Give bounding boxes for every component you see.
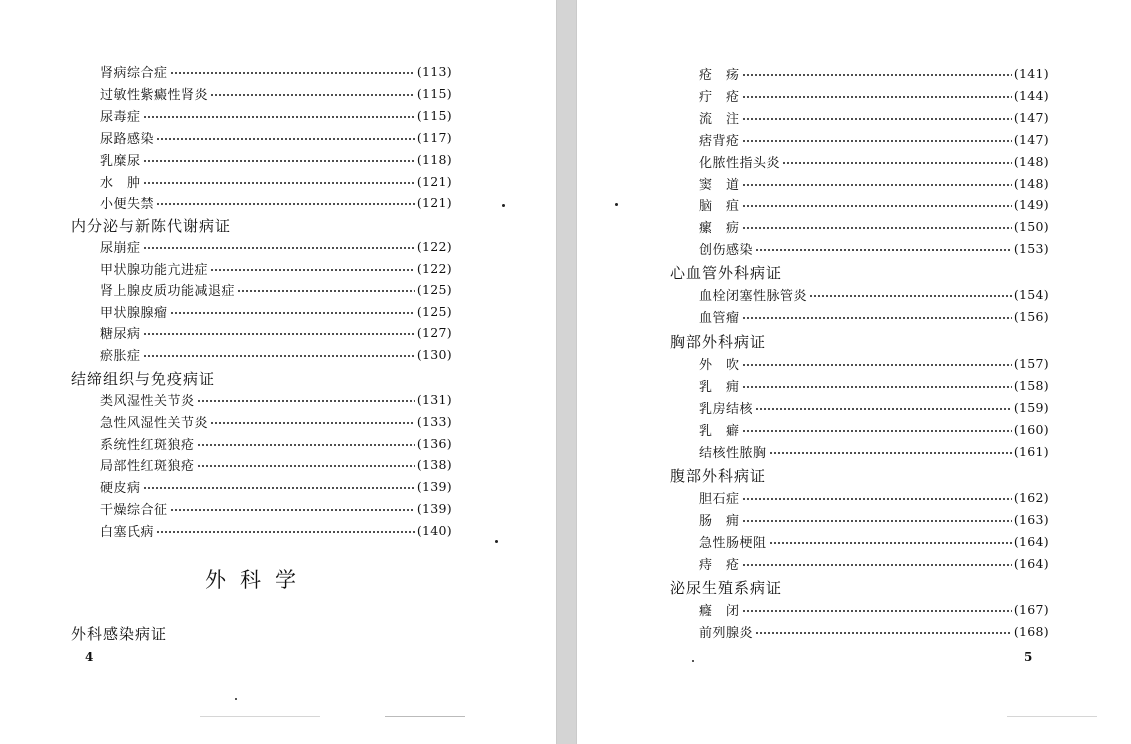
toc-entry [100, 498, 452, 518]
toc-entry [699, 238, 1049, 258]
toc-entry [100, 322, 452, 342]
toc-entry-label: 甲状腺功能亢进症 [100, 262, 209, 278]
toc-entry-page: (148) [1013, 153, 1049, 169]
toc-entry [100, 344, 452, 364]
toc-entry-label: 痔 疮 [699, 557, 740, 573]
scan-speck [495, 540, 498, 543]
toc-entry-label: 小便失禁 [100, 196, 155, 212]
dot-leader [742, 140, 1012, 142]
dot-leader [197, 465, 415, 467]
dot-leader [156, 203, 415, 205]
toc-entry [100, 105, 452, 125]
toc-entry [100, 476, 452, 496]
toc-entry-label: 创伤感染 [699, 242, 754, 258]
toc-entry [699, 397, 1049, 417]
toc-entry-page: (168) [1013, 623, 1049, 639]
toc-entry [100, 433, 452, 453]
toc-entry [100, 149, 452, 169]
toc-entry-page: (141) [1013, 65, 1049, 81]
toc-entry-label: 乳房结核 [699, 401, 754, 417]
toc-entry [699, 306, 1049, 326]
toc-entry-page: (125) [416, 281, 452, 297]
toc-entry [699, 151, 1049, 171]
toc-entry-page: (118) [416, 151, 452, 167]
dot-leader [197, 400, 415, 402]
toc-entry-label: 前列腺炎 [699, 625, 754, 641]
dot-leader [143, 182, 415, 184]
dot-leader [156, 138, 415, 140]
toc-entry-label: 糖尿病 [100, 326, 141, 342]
part-title: 外科学 [205, 568, 310, 592]
toc-entry-label: 局部性红斑狼疮 [100, 458, 195, 474]
toc-entry-label: 窦 道 [699, 177, 740, 193]
toc-entry-label: 急性风湿性关节炎 [100, 415, 209, 431]
dot-leader [143, 355, 415, 357]
dot-leader [809, 295, 1012, 297]
toc-entry [699, 85, 1049, 105]
toc-entry-page: (122) [416, 238, 452, 254]
toc-entry-label: 乳 痈 [699, 379, 740, 395]
toc-entry-label: 结核性脓胸 [699, 445, 767, 461]
dot-leader [742, 520, 1012, 522]
dot-leader [742, 610, 1012, 612]
toc-entry [699, 353, 1049, 373]
dot-leader [143, 160, 415, 162]
dot-leader [742, 184, 1012, 186]
toc-entry-label: 水 肿 [100, 175, 141, 191]
toc-entry-label: 白塞氏病 [100, 524, 155, 540]
dot-leader [742, 564, 1012, 566]
toc-entry-page: (138) [416, 456, 452, 472]
dot-leader [210, 94, 415, 96]
toc-entry-page: (122) [416, 260, 452, 276]
scan-speck [692, 660, 694, 662]
toc-entry-page: (130) [416, 346, 452, 362]
toc-entry-label: 疔 疮 [699, 89, 740, 105]
toc-entry-label: 血栓闭塞性脉管炎 [699, 288, 808, 304]
section-heading: 腹部外科病证 [670, 466, 767, 485]
toc-entry-page: (157) [1013, 355, 1049, 371]
dot-leader [197, 444, 415, 446]
dot-leader [143, 116, 415, 118]
toc-entry [100, 258, 452, 278]
dot-leader [143, 487, 415, 489]
dot-leader [742, 364, 1012, 366]
toc-entry [699, 419, 1049, 439]
toc-entry-page: (121) [416, 194, 452, 210]
toc-entry [100, 411, 452, 431]
dot-leader [782, 162, 1012, 164]
toc-entry-page: (161) [1013, 443, 1049, 459]
toc-entry-label: 乳 癖 [699, 423, 740, 439]
toc-entry-label: 流 注 [699, 111, 740, 127]
toc-entry-label: 痞背疮 [699, 133, 740, 149]
toc-entry-page: (125) [416, 303, 452, 319]
toc-entry [100, 520, 452, 540]
toc-entry-page: (139) [416, 478, 452, 494]
scan-speck [615, 203, 618, 206]
toc-entry-label: 胆石症 [699, 491, 740, 507]
dot-leader [742, 386, 1012, 388]
page-number: 5 [1024, 650, 1033, 664]
toc-entry [100, 301, 452, 321]
dot-leader [742, 498, 1012, 500]
toc-entry [699, 107, 1049, 127]
toc-entry-page: (160) [1013, 421, 1049, 437]
scan-streak [1007, 716, 1097, 717]
toc-entry-page: (147) [1013, 131, 1049, 147]
dot-leader [742, 205, 1012, 207]
toc-entry [699, 531, 1049, 551]
toc-entry-page: (121) [416, 173, 452, 189]
section-heading: 外科感染病证 [71, 624, 168, 643]
toc-entry [699, 509, 1049, 529]
dot-leader [210, 422, 415, 424]
toc-entry-label: 瘰 疬 [699, 220, 740, 236]
dot-leader [237, 290, 415, 292]
left-page [0, 0, 556, 744]
toc-entry [100, 83, 452, 103]
toc-entry-page: (144) [1013, 87, 1049, 103]
dot-leader [210, 269, 415, 271]
toc-entry [699, 441, 1049, 461]
toc-entry [699, 63, 1049, 83]
dot-leader [755, 632, 1012, 634]
toc-entry-label: 脑 疽 [699, 198, 740, 214]
toc-entry-page: (113) [416, 63, 452, 79]
toc-entry-label: 化脓性指头炎 [699, 155, 781, 171]
toc-entry-label: 过敏性紫癜性肾炎 [100, 87, 209, 103]
toc-entry [100, 61, 452, 81]
toc-entry-page: (154) [1013, 286, 1049, 302]
toc-entry-label: 尿崩症 [100, 240, 141, 256]
toc-entry-label: 尿毒症 [100, 109, 141, 125]
toc-entry [699, 553, 1049, 573]
toc-entry [100, 236, 452, 256]
scan-streak [200, 716, 320, 717]
section-heading: 结缔组织与免疫病证 [71, 369, 216, 388]
toc-entry-page: (162) [1013, 489, 1049, 505]
dot-leader [769, 542, 1012, 544]
scan-speck [235, 698, 237, 700]
toc-entry-label: 瘀胀症 [100, 348, 141, 364]
toc-entry [699, 375, 1049, 395]
dot-leader [742, 96, 1012, 98]
toc-entry [100, 127, 452, 147]
toc-entry [699, 284, 1049, 304]
toc-entry-page: (115) [416, 107, 452, 123]
dot-leader [143, 333, 415, 335]
toc-entry-label: 疮 疡 [699, 67, 740, 83]
toc-entry-label: 肾病综合症 [100, 65, 168, 81]
scan-streak [385, 716, 465, 717]
toc-entry-label: 硬皮病 [100, 480, 141, 496]
scan-speck [502, 204, 505, 207]
toc-entry-page: (167) [1013, 601, 1049, 617]
toc-entry-page: (164) [1013, 533, 1049, 549]
toc-entry-page: (148) [1013, 175, 1049, 191]
toc-entry-label: 类风湿性关节炎 [100, 393, 195, 409]
toc-entry-page: (150) [1013, 218, 1049, 234]
dot-leader [156, 531, 415, 533]
toc-entry-page: (147) [1013, 109, 1049, 125]
toc-entry [100, 192, 452, 212]
toc-entry-page: (127) [416, 324, 452, 340]
toc-entry [699, 129, 1049, 149]
dot-leader [742, 317, 1012, 319]
right-page [577, 0, 1131, 744]
toc-entry [100, 389, 452, 409]
toc-entry [699, 487, 1049, 507]
toc-entry-page: (133) [416, 413, 452, 429]
toc-entry-label: 外 吹 [699, 357, 740, 373]
toc-entry-page: (158) [1013, 377, 1049, 393]
page-number: 4 [85, 650, 94, 664]
toc-entry-label: 尿路感染 [100, 131, 155, 147]
section-heading: 内分泌与新陈代谢病证 [71, 216, 232, 235]
dot-leader [755, 249, 1012, 251]
toc-entry-page: (149) [1013, 196, 1049, 212]
toc-entry-page: (115) [416, 85, 452, 101]
toc-entry-label: 系统性红斑狼疮 [100, 437, 195, 453]
toc-entry-label: 肾上腺皮质功能减退症 [100, 283, 236, 299]
section-heading: 胸部外科病证 [670, 332, 767, 351]
dot-leader [742, 227, 1012, 229]
toc-entry-page: (164) [1013, 555, 1049, 571]
toc-entry [699, 599, 1049, 619]
toc-entry [100, 171, 452, 191]
toc-entry-page: (136) [416, 435, 452, 451]
dot-leader [742, 430, 1012, 432]
dot-leader [143, 247, 415, 249]
dot-leader [170, 312, 415, 314]
toc-entry-page: (163) [1013, 511, 1049, 527]
dot-leader [170, 509, 415, 511]
toc-entry-label: 甲状腺腺瘤 [100, 305, 168, 321]
dot-leader [170, 72, 415, 74]
dot-leader [742, 74, 1012, 76]
toc-entry-page: (117) [416, 129, 452, 145]
dot-leader [742, 118, 1012, 120]
section-heading: 心血管外科病证 [670, 263, 783, 282]
dot-leader [755, 408, 1012, 410]
toc-entry-page: (139) [416, 500, 452, 516]
toc-entry-label: 干燥综合征 [100, 502, 168, 518]
toc-entry-page: (156) [1013, 308, 1049, 324]
toc-entry [100, 279, 452, 299]
toc-entry-label: 肠 痈 [699, 513, 740, 529]
toc-entry [100, 454, 452, 474]
toc-entry-label: 急性肠梗阻 [699, 535, 767, 551]
toc-entry-page: (153) [1013, 240, 1049, 256]
toc-entry-label: 乳糜尿 [100, 153, 141, 169]
toc-entry [699, 621, 1049, 641]
toc-entry [699, 173, 1049, 193]
toc-entry [699, 194, 1049, 214]
toc-entry-page: (159) [1013, 399, 1049, 415]
toc-entry-label: 血管瘤 [699, 310, 740, 326]
toc-entry [699, 216, 1049, 236]
toc-entry-page: (131) [416, 391, 452, 407]
toc-entry-page: (140) [416, 522, 452, 538]
section-heading: 泌尿生殖系病证 [670, 578, 783, 597]
toc-entry-label: 癃 闭 [699, 603, 740, 619]
dot-leader [769, 452, 1012, 454]
